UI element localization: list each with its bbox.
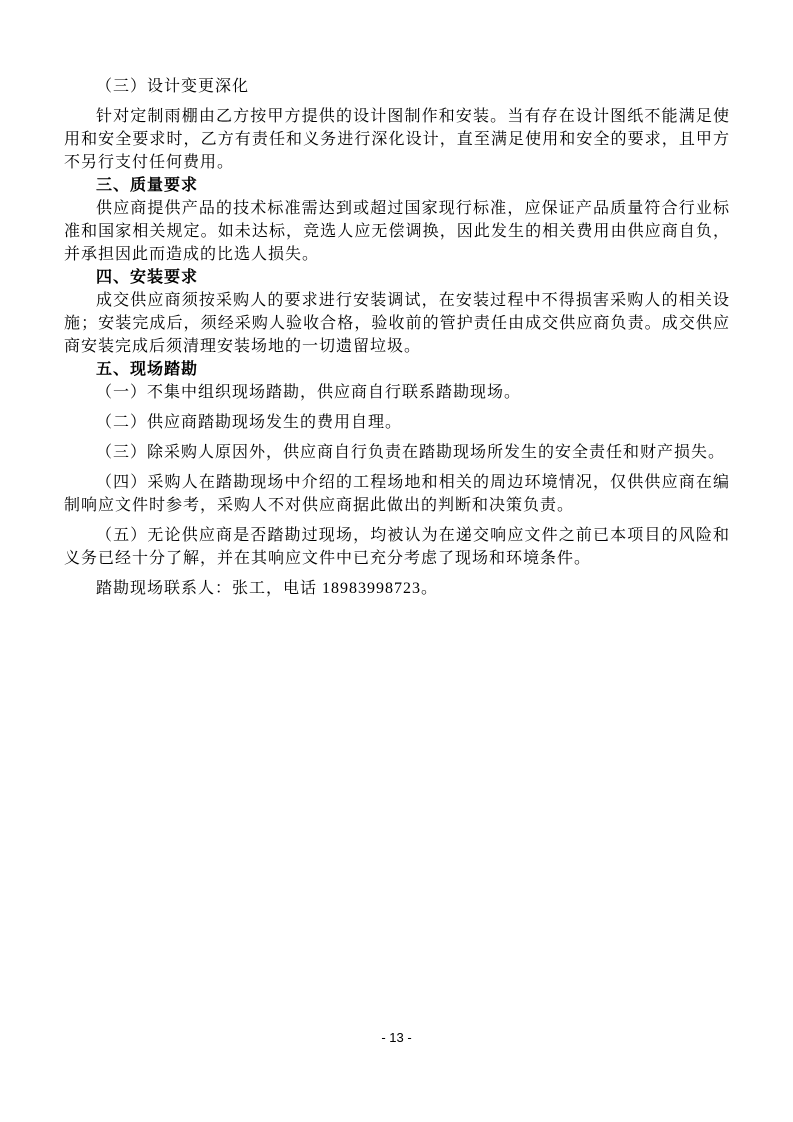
survey-contact-line: 踏勘现场联系人：张工，电话 18983998723。 <box>96 580 439 597</box>
page-footer <box>0 1030 793 1045</box>
paragraph-quality-requirements: 供应商提供产品的技术标准需达到或超过国家现行标准，应保证产品质量符合行业标准和国家相关规定。如未达标，竞选人应无偿调换，因此发生的相关费用由供应商自负，并承担因此而造成的比选人损失。 <box>64 200 730 263</box>
document-content <box>64 75 730 600</box>
heading-design-change: （三）设计变更深化 <box>96 78 250 95</box>
survey-item-5: （五）无论供应商是否踏勘过现场，均被认为在递交响应文件之前已本项目的风险和义务已经十分了解，并在其响应文件中已充分考虑了现场和环境条件。 <box>64 527 730 567</box>
survey-item-1: （一）不集中组织现场踏勘，供应商自行联系踏勘现场。 <box>96 384 522 401</box>
survey-item-4: （四）采购人在踏勘现场中介绍的工程场地和相关的周边环境情况，仅供供应商在编 制响应文件时参考，采购人不对供应商据此做出的判断和决策负责。 <box>64 474 730 514</box>
heading-quality-requirements: 三、质量要求 <box>96 177 199 194</box>
heading-site-survey: 五、现场踏勘 <box>96 361 199 378</box>
survey-item-2: （二）供应商踏勘现场发生的费用自理。 <box>96 414 403 431</box>
page-number: - 13 - <box>381 1030 412 1045</box>
survey-item-3: （三）除采购人原因外，供应商自行负责在踏勘现场所发生的安全责任和财产损失。 <box>96 444 726 461</box>
paragraph-design-change: 针对定制雨棚由乙方按甲方提供的设计图制作和安装。当有存在设计图纸不能满足使用和安全要求时，乙方有责任和义务进行深化设计，直至满足使用和安全的要求，且甲方不另行支付任何费用。 <box>64 108 730 171</box>
heading-installation-requirements: 四、安装要求 <box>96 269 199 286</box>
paragraph-installation-requirements: 成交供应商须按采购人的要求进行安装调试，在安装过程中不得损害采购人的相关设施；安装完成后，须经采购人验收合格，验收前的管护责任由成交供应商负责。成交供应商安装完成后须清理安装场地的一切遗留垃圾。 <box>64 292 730 355</box>
